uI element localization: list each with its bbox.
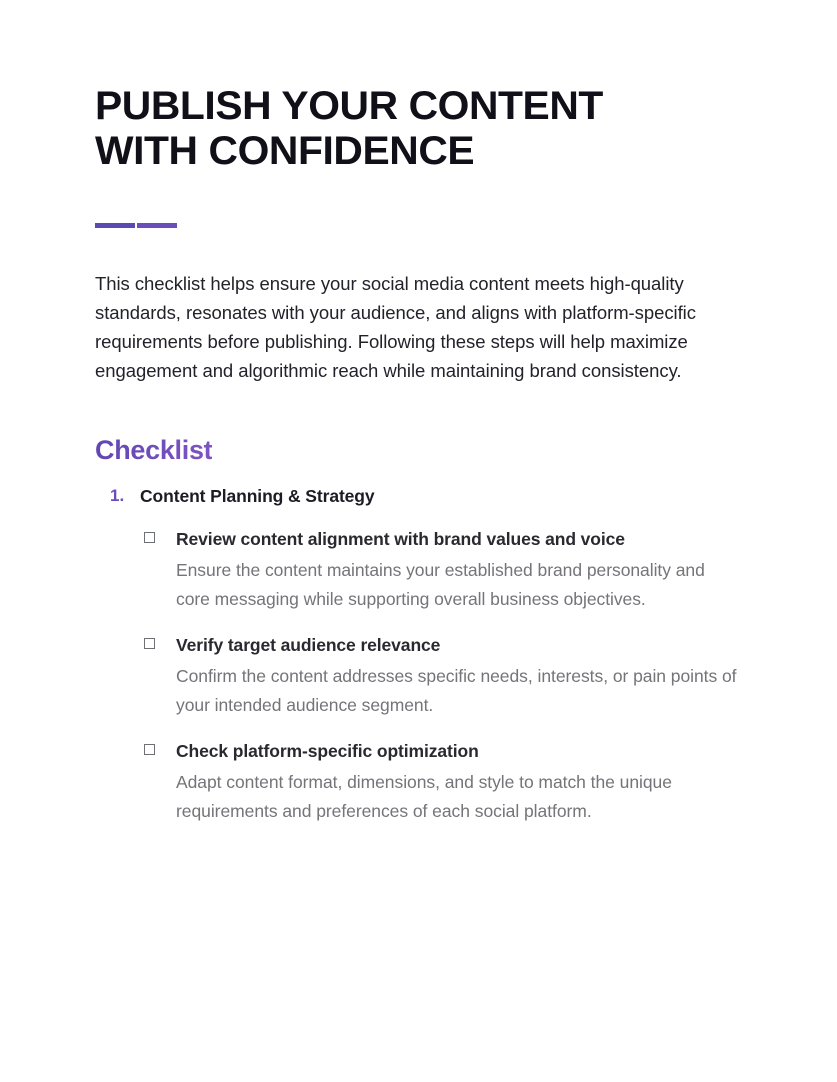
checklist-items xyxy=(140,527,743,826)
empty-checkbox-icon[interactable] xyxy=(144,638,155,649)
checklist-item-label: Check platform-specific optimization xyxy=(176,741,479,761)
empty-checkbox-icon[interactable] xyxy=(144,744,155,755)
section-number: 1. xyxy=(110,486,125,505)
checklist-item-label: Verify target audience relevance xyxy=(176,635,441,655)
divider-segment-right xyxy=(137,223,177,228)
divider-segment-left xyxy=(95,223,135,228)
checklist-section xyxy=(95,484,743,826)
checklist-item-description: Adapt content format, dimensions, and style to match the unique requirements and preferences of each social platform. xyxy=(176,772,672,821)
empty-checkbox-icon[interactable] xyxy=(144,532,155,543)
intro-paragraph: This checklist helps ensure your social media content meets high-quality standards, resonates with your audience, and aligns with platform-specific requirements before publishing. Following these steps will help maximize engagement and algorithmic reach while maintaining brand consistency. xyxy=(95,273,696,381)
section-title: Content Planning & Strategy xyxy=(140,486,375,506)
checklist-sections xyxy=(95,466,743,826)
checklist-item[interactable] xyxy=(140,633,743,720)
checklist-item[interactable] xyxy=(140,527,743,614)
checklist-item-description: Confirm the content addresses specific needs, interests, or pain points of your intended audience segment. xyxy=(176,666,737,715)
checklist-item-label: Review content alignment with brand values and voice xyxy=(176,529,625,549)
checklist-item[interactable] xyxy=(140,739,743,826)
document-content xyxy=(95,0,743,826)
page-title: PUBLISH YOUR CONTENT WITH CONFIDENCE xyxy=(95,84,603,173)
checklist-item-description: Ensure the content maintains your established brand personality and core messaging while supporting overall business objectives. xyxy=(176,560,705,609)
checklist-heading: Checklist xyxy=(95,385,212,466)
